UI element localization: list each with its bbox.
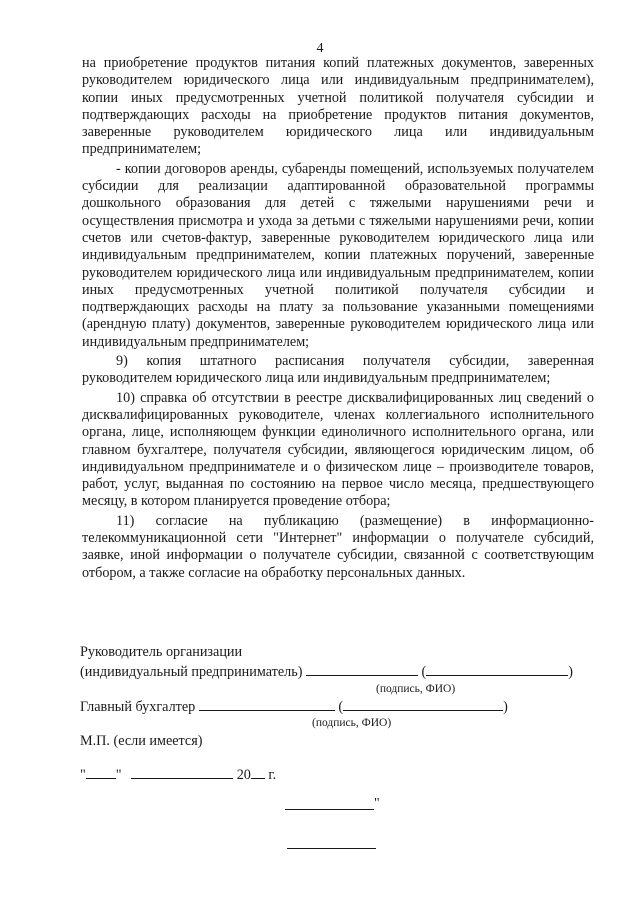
head-close-paren: ) (568, 664, 573, 680)
date-year-blank (251, 765, 265, 779)
paragraph-lease-copies: - копии договоров аренды, субаренды помещений, используемых получателем субсидии для реализации адаптированной образовательной программы дошкольного образования для детей с тяжелыми нарушениями речи и осуществления присмотра и ухода за детьми с тяжелыми нарушениями речи, копии счетов или счетов-фактур, заверенные руководителем юридического лица или индивидуальным предпринимателем, копии платежных поручений, заверенные руководителем юридического лица или индивидуальным предпринимателем, копии иных предусмотренных учетной политикой получателя субсидии и подтверждающих расходы на плату за пользование указанными помещениями (арендную плату) документов, заверенные руководителем юридического лица или индивидуальным предпринимателем; (82, 160, 594, 350)
paragraph-continuation: на приобретение продуктов питания копий платежных документов, заверенных руководителем юридического лица или индивидуальным предпринимателем), копии иных предусмотренных учетной политикой получателя субсидии и подтверждающих расходы на приобретение продуктов питания документов, заверенные руководителем юридического лица или индивидуальным предпринимателем; (82, 55, 594, 158)
footer-closing-quote: " (374, 796, 380, 811)
accountant-label: Главный бухгалтер (80, 699, 196, 715)
date-quote-open: " (80, 767, 86, 783)
accountant-signature-row (80, 697, 508, 716)
paragraph-item-9: 9) копия штатного расписания получателя субсидии, заверенная руководителем юридического лица или индивидуальным предпринимателем; (82, 353, 594, 387)
paragraph-item-10: 10) справка об отсутствии в реестре дисквалифицированных лиц сведений о дисквалифицированных руководителе, членах коллегиального исполнительного органа, лице, исполняющем функции единоличного исполнительного органа, или главном бухгалтере, получателя субсидии, являющегося юридическим лицом, об индивидуальном предпринимателе и о физическом лице – производителе товаров, работ, услуг, выданная по состоянию на первое число месяца, предшествующего месяцу, в котором планируется проведение отбора; (82, 389, 594, 510)
date-day-blank (86, 765, 116, 779)
head-title-line2: (индивидуальный предприниматель) (80, 664, 303, 680)
date-year-prefix: 20 (236, 767, 251, 783)
footer-line-top (285, 809, 374, 810)
accountant-caption: (подпись, ФИО) (312, 717, 392, 729)
date-month-blank (131, 765, 233, 779)
paragraph-item-11: 11) согласие на публикацию (размещение) в информационно-телекоммуникационной сети "Интернет" информации о получателе субсидий, заявке, иной информации о получателе субсидии, связанной с соответствующим отбором, а также согласие на обработку персональных данных. (82, 512, 594, 581)
head-name-blank (426, 662, 568, 676)
head-signature-row (80, 662, 573, 681)
head-signature-blank (306, 662, 418, 676)
seal-label: М.П. (если имеется) (80, 733, 203, 749)
accountant-name-blank (343, 697, 503, 711)
head-caption: (подпись, ФИО) (376, 683, 456, 695)
date-row (80, 765, 276, 784)
accountant-open-paren: ( (338, 699, 344, 715)
footer-line-bottom (287, 848, 376, 849)
document-body (82, 55, 594, 582)
head-open-paren: ( (421, 664, 427, 680)
page-number: 4 (316, 41, 324, 56)
date-quote-close: " (115, 767, 122, 783)
accountant-signature-blank (199, 697, 335, 711)
date-suffix: г. (268, 767, 277, 783)
accountant-close-paren: ) (503, 699, 508, 715)
head-title-line1: Руководитель организации (80, 644, 243, 660)
